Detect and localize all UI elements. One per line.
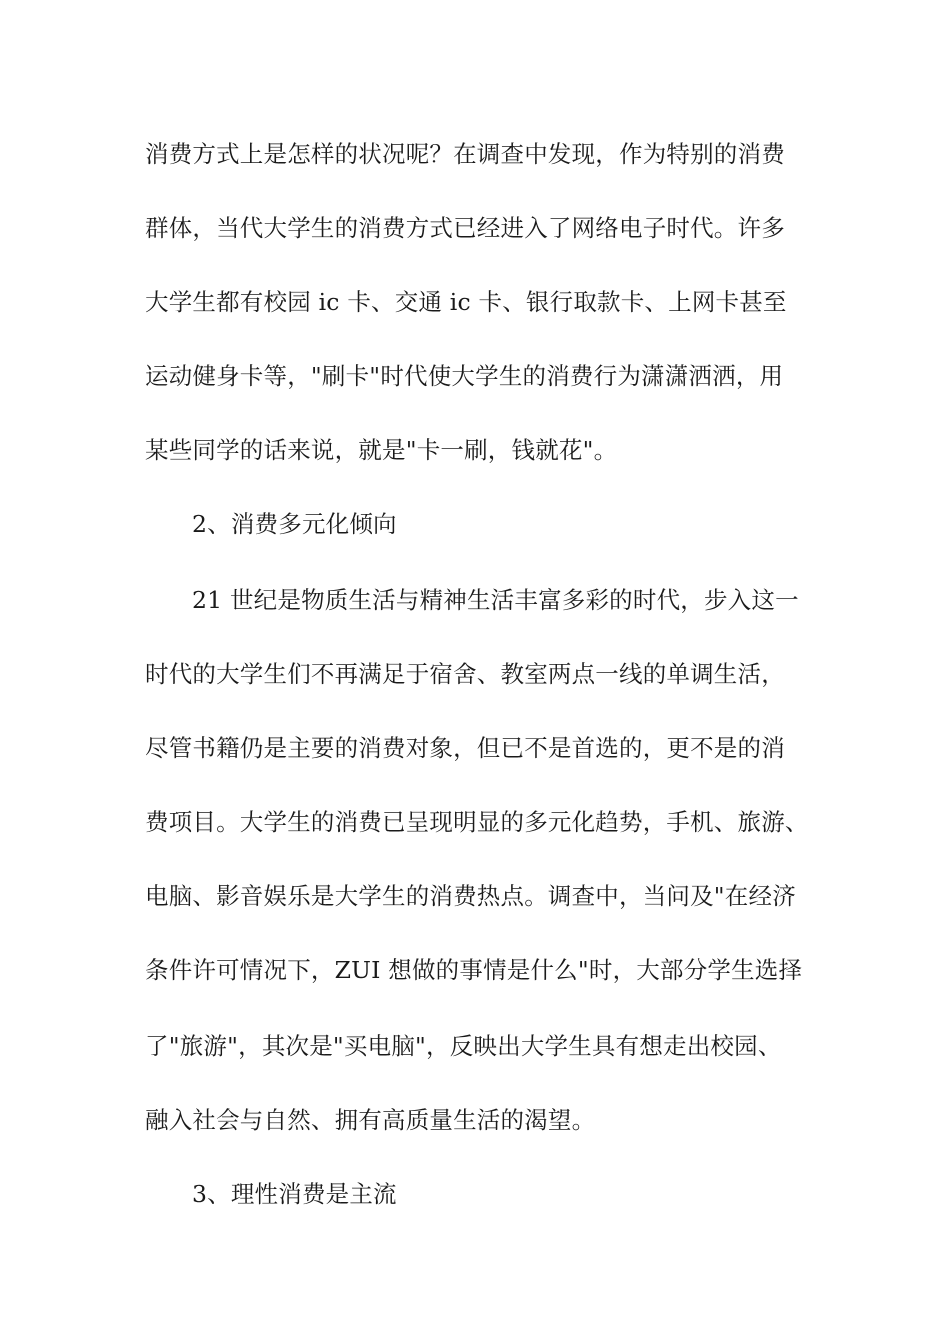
paragraph-line: 条件许可情况下，ZUI 想做的事情是什么"时，大部分学生选择	[145, 956, 803, 984]
paragraph-line: 尽管书籍仍是主要的消费对象，但已不是首选的，更不是的消	[145, 734, 785, 762]
paragraph-line: 大学生都有校园 ic 卡、交通 ic 卡、银行取款卡、上网卡甚至	[145, 288, 787, 316]
paragraph-line: 费项目。大学生的消费已呈现明显的多元化趋势，手机、旅游、	[145, 808, 809, 836]
paragraph-line: 群体，当代大学生的消费方式已经进入了网络电子时代。许多	[145, 214, 785, 242]
paragraph-line: 运动健身卡等，"刷卡"时代使大学生的消费行为潇潇洒洒，用	[145, 362, 784, 390]
paragraph-line: 了"旅游"，其次是"买电脑"，反映出大学生具有想走出校园、	[145, 1032, 782, 1060]
paragraph-line: 融入社会与自然、拥有高质量生活的渴望。	[145, 1106, 596, 1134]
section-heading: 2、消费多元化倾向	[192, 510, 397, 538]
paragraph-line: 电脑、影音娱乐是大学生的消费热点。调查中，当问及"在经济	[145, 882, 796, 910]
paragraph-line: 消费方式上是怎样的状况呢？在调查中发现，作为特别的消费	[145, 140, 785, 168]
paragraph-line: 某些同学的话来说，就是"卡一刷，钱就花"。	[145, 436, 618, 464]
paragraph-line: 21 世纪是物质生活与精神生活丰富多彩的时代，步入这一	[192, 586, 799, 614]
paragraph-line: 时代的大学生们不再满足于宿舍、教室两点一线的单调生活，	[145, 660, 785, 688]
section-heading: 3、理性消费是主流	[192, 1180, 397, 1208]
